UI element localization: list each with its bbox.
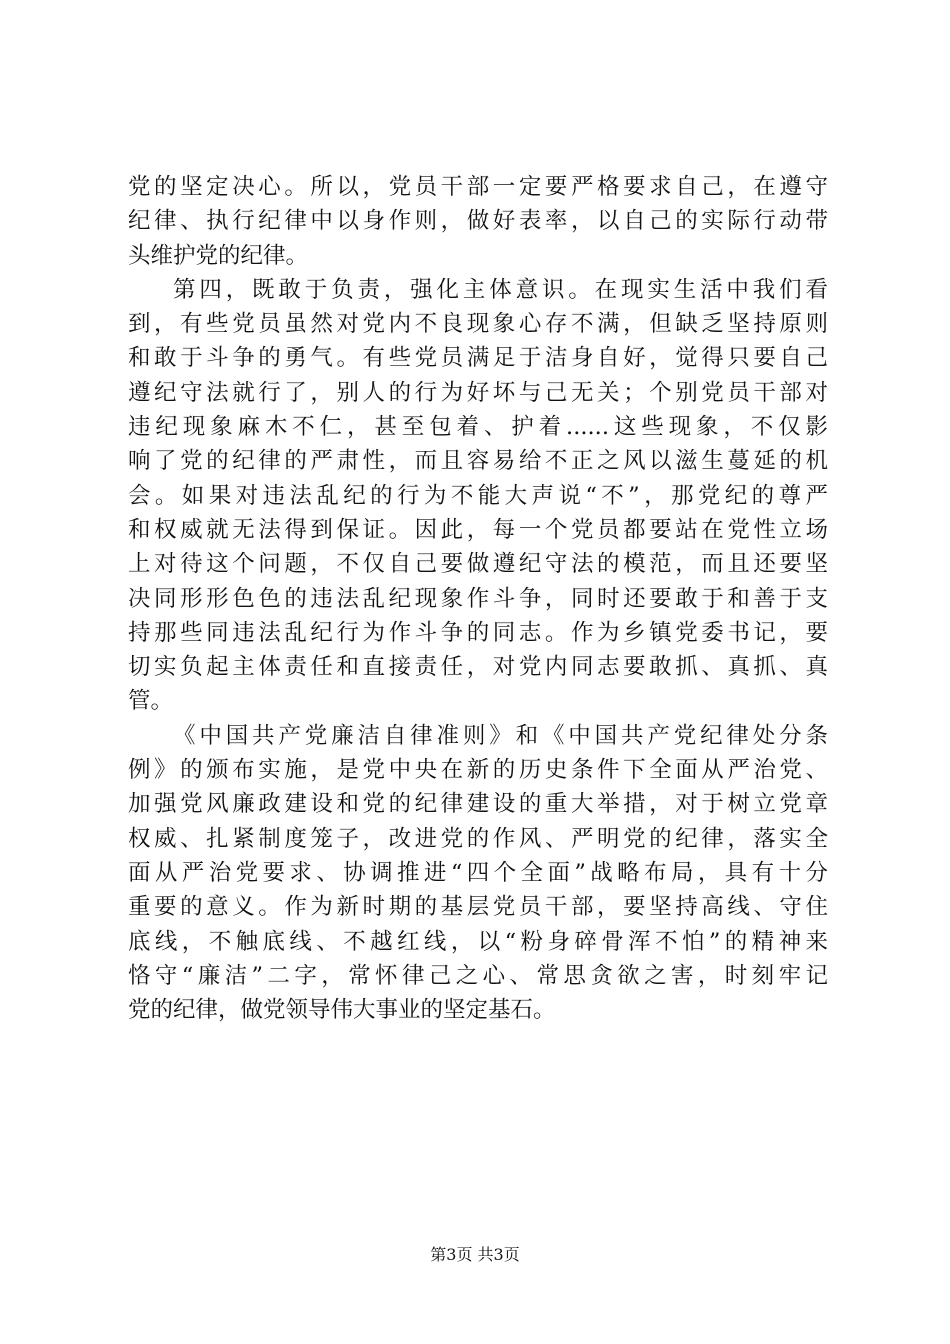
- text-line: 会。如果对违法乱纪的行为不能大声说“不”，那党纪的尊严: [128, 482, 828, 509]
- text-line: 头维护党的纪律。: [128, 242, 309, 269]
- text-line: 遵纪守法就行了，别人的行为好坏与己无关；个别党员干部对: [128, 379, 828, 406]
- text-line: 权威、扎紧制度笼子，改进党的作风、严明党的纪律，落实全: [128, 825, 828, 852]
- text-line: 恪守“廉洁”二字，常怀律己之心、常思贪欲之害，时刻牢记: [128, 962, 828, 989]
- text-line: 到，有些党员虽然对党内不良现象心存不满，但缺乏坚持原则: [128, 311, 828, 338]
- text-line: 响了党的纪律的严肃性，而且容易给不正之风以滋生蔓延的机: [128, 448, 828, 475]
- text-line: 上对待这个问题，不仅自己要做遵纪守法的模范，而且还要坚: [128, 551, 828, 578]
- text-line: 底线，不触底线、不越红线，以“粉身碎骨浑不怕”的精神来: [128, 928, 828, 955]
- text-line: 管。: [128, 688, 174, 715]
- text-line: 加强党风廉政建设和党的纪律建设的重大举措，对于树立党章: [128, 791, 828, 818]
- paragraph: [128, 719, 828, 1028]
- document-body: [128, 170, 828, 1027]
- paragraph: [128, 170, 828, 273]
- text-line: 决同形形色色的违法乱纪现象作斗争，同时还要敢于和善于支: [128, 585, 828, 612]
- text-line: 《中国共产党廉洁自律准则》和《中国共产党纪律处分条: [173, 722, 828, 749]
- text-line: 党的坚定决心。所以，党员干部一定要严格要求自己，在遵守: [128, 174, 828, 200]
- text-line: 和权威就无法得到保证。因此，每一个党员都要站在党性立场: [128, 516, 828, 543]
- text-line: 和敢于斗争的勇气。有些党员满足于洁身自好，觉得只要自己: [128, 345, 828, 372]
- paragraph: [128, 273, 828, 719]
- text-line: 面从严治党要求、协调推进“四个全面”战略布局，具有十分: [128, 859, 828, 886]
- text-line: 持那些同违法乱纪行为作斗争的同志。作为乡镇党委书记，要: [128, 619, 828, 646]
- text-line: 违纪现象麻木不仁，甚至包着、护着......这些现象，不仅影: [128, 414, 828, 441]
- text-line: 切实负起主体责任和直接责任，对党内同志要敢抓、真抓、真: [128, 654, 828, 681]
- text-line: 重要的意义。作为新时期的基层党员干部，要坚持高线、守住: [128, 894, 828, 921]
- page-footer: 第3页 共3页: [430, 1245, 520, 1264]
- text-line: 例》的颁布实施，是党中央在新的历史条件下全面从严治党、: [128, 757, 828, 784]
- text-line: 纪律、执行纪律中以身作则，做好表率，以自己的实际行动带: [128, 208, 828, 235]
- text-line: 党的纪律，做党领导伟大事业的坚定基石。: [128, 997, 556, 1024]
- text-line: 第四，既敢于负责，强化主体意识。在现实生活中我们看: [173, 276, 828, 303]
